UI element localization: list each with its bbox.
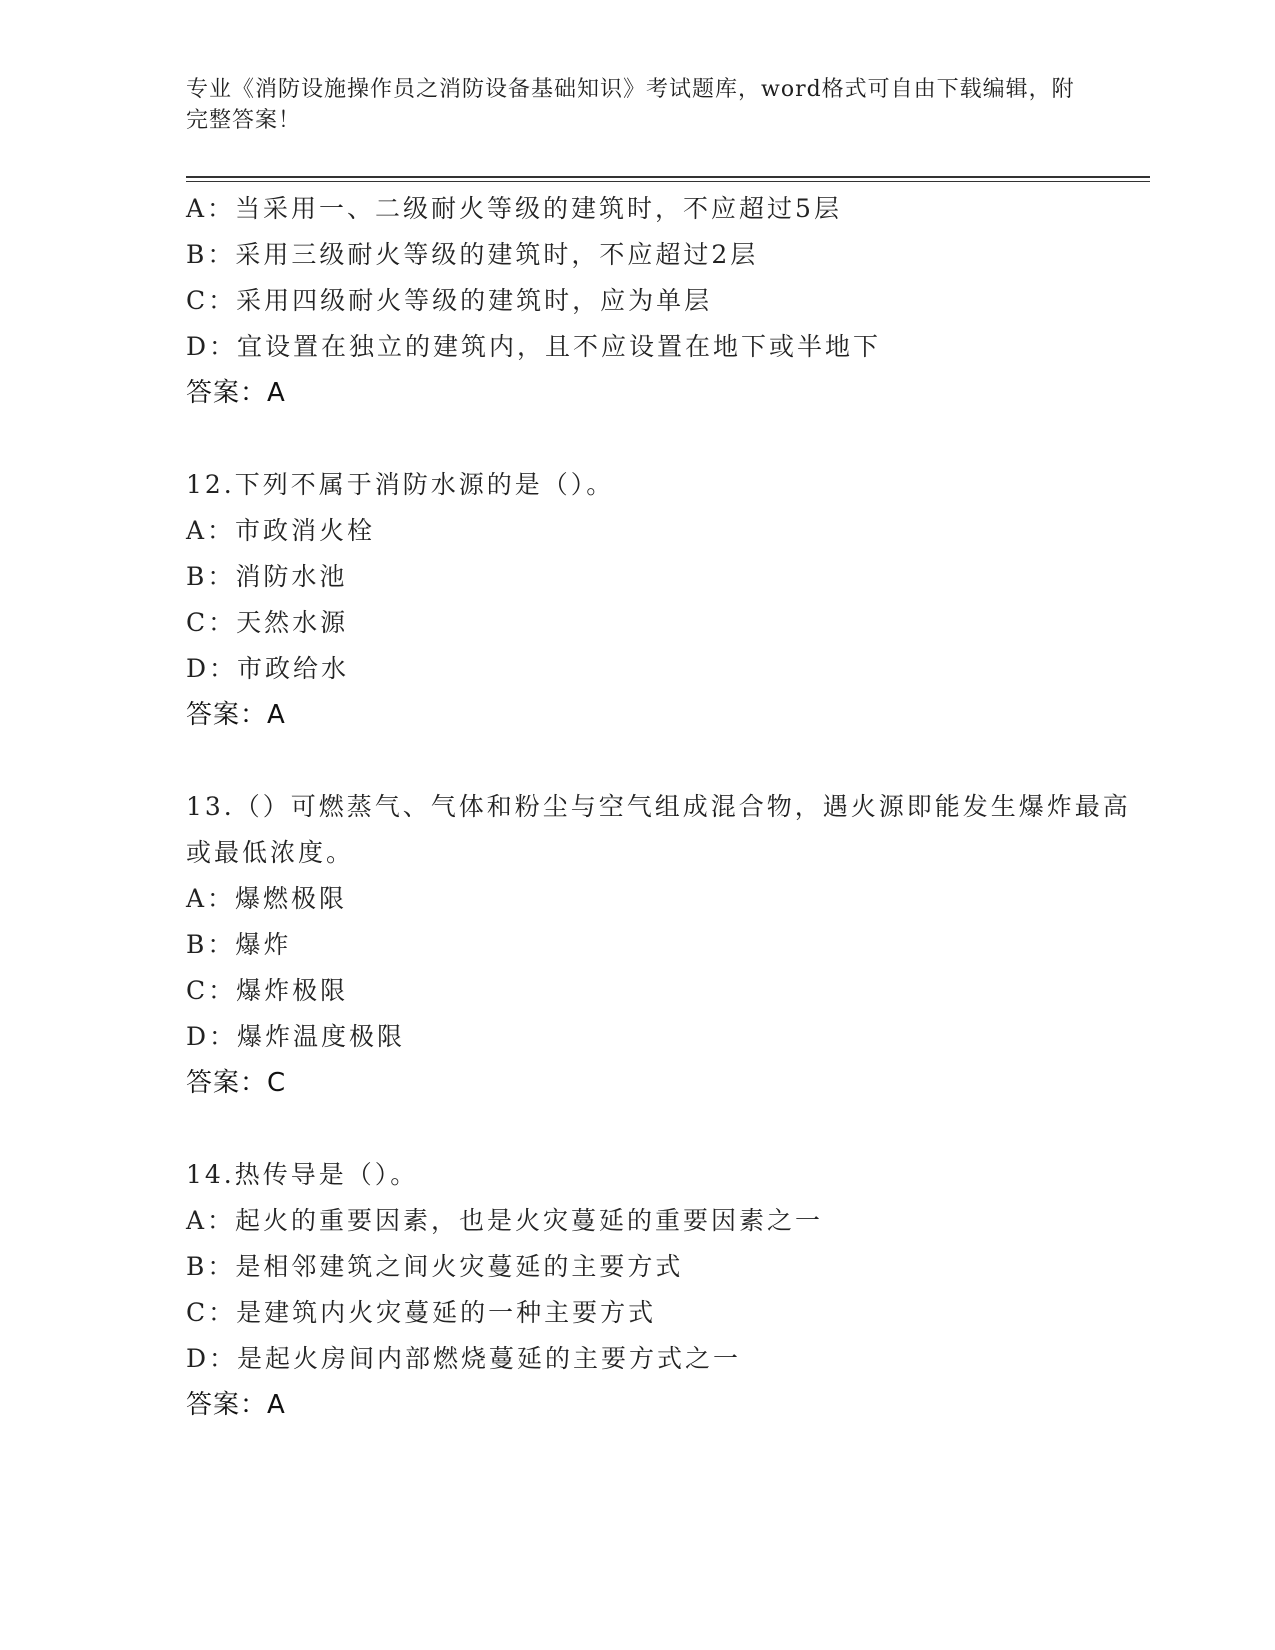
question-title: 13.（）可燃蒸气、气体和粉尘与空气组成混合物，遇火源即能发生爆炸最高或最低浓度。 bbox=[186, 792, 1131, 867]
option-d: D：爆炸温度极限 bbox=[186, 1022, 406, 1051]
option-c: C：采用四级耐火等级的建筑时，应为单层 bbox=[186, 286, 713, 315]
option-a: A：市政消火栓 bbox=[186, 516, 376, 545]
question-block-12 bbox=[186, 462, 1146, 738]
option-c: C：爆炸极限 bbox=[186, 976, 349, 1005]
answer-line: 答案：A bbox=[186, 1390, 286, 1420]
question-block-14 bbox=[186, 1152, 1146, 1428]
document-body bbox=[186, 186, 1146, 1428]
answer-line: 答案：C bbox=[186, 1068, 287, 1098]
question-title: 12.下列不属于消防水源的是（）。 bbox=[186, 470, 615, 499]
option-b: B：爆炸 bbox=[186, 930, 292, 959]
answer-line: 答案：A bbox=[186, 378, 286, 408]
option-d: D：市政给水 bbox=[186, 654, 350, 683]
option-d: D：是起火房间内部燃烧蔓延的主要方式之一 bbox=[186, 1344, 742, 1373]
option-a: A：爆燃极限 bbox=[186, 884, 348, 913]
option-c: C：是建筑内火灾蔓延的一种主要方式 bbox=[186, 1298, 657, 1327]
question-title: 14.热传导是（）。 bbox=[186, 1160, 419, 1189]
option-a: A：当采用一、二级耐火等级的建筑时，不应超过5层 bbox=[186, 194, 842, 223]
option-d: D：宜设置在独立的建筑内，且不应设置在地下或半地下 bbox=[186, 332, 882, 361]
question-block-13 bbox=[186, 784, 1146, 1106]
option-a: A：起火的重要因素，也是火灾蔓延的重要因素之一 bbox=[186, 1206, 824, 1235]
option-b: B：消防水池 bbox=[186, 562, 348, 591]
header-double-rule bbox=[186, 176, 1150, 182]
option-b: B：采用三级耐火等级的建筑时，不应超过2层 bbox=[186, 240, 759, 269]
question-block-continued bbox=[186, 186, 1146, 416]
page-header: 专业《消防设施操作员之消防设备基础知识》考试题库，word格式可自由下载编辑，附完整答案！ bbox=[186, 77, 1075, 133]
option-b: B：是相邻建筑之间火灾蔓延的主要方式 bbox=[186, 1252, 684, 1281]
option-c: C：天然水源 bbox=[186, 608, 349, 637]
answer-line: 答案：A bbox=[186, 700, 286, 730]
